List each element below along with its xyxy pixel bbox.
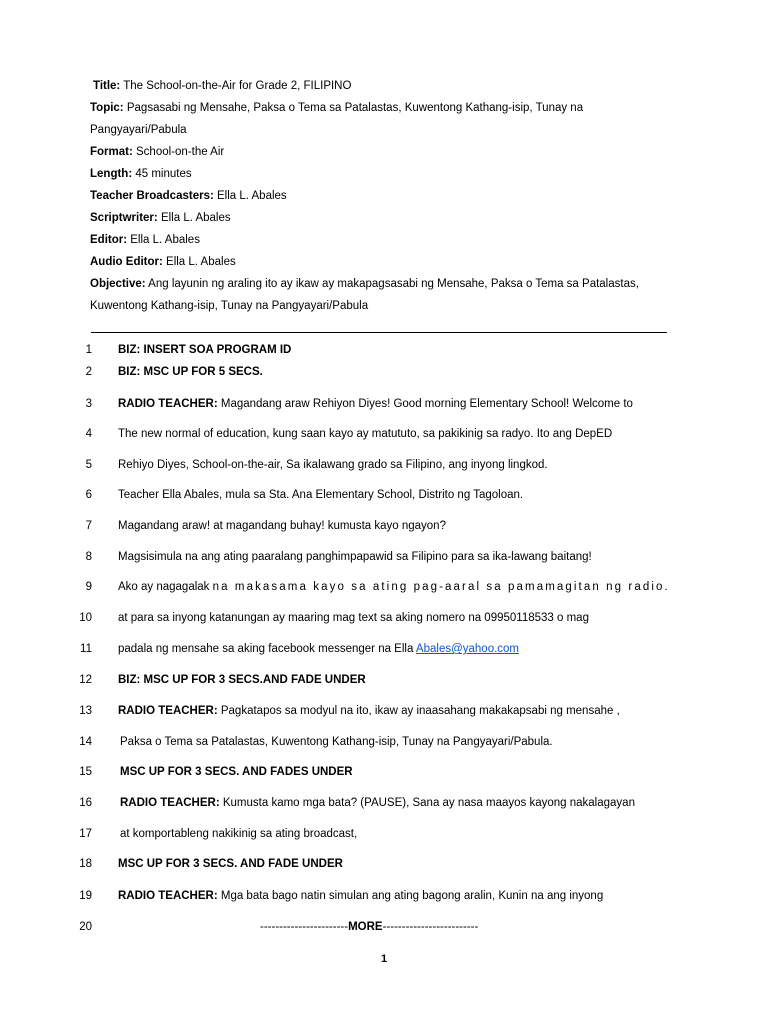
length-value: 45 minutes bbox=[132, 168, 192, 180]
line-number: 13 bbox=[79, 705, 92, 717]
broadcasters-label: Teacher Broadcasters: bbox=[90, 190, 214, 202]
script-line bbox=[72, 515, 712, 537]
line-number: 15 bbox=[79, 766, 92, 778]
objective-value: Ang layunin ng araling ito ay ikaw ay makapagsasabi ng Mensahe, Paksa o Tema sa Patalastas, bbox=[145, 278, 639, 290]
more-label: MORE bbox=[348, 921, 383, 933]
line-text: MSC UP FOR 3 SECS. AND FADES UNDER bbox=[120, 766, 353, 778]
line-number: 7 bbox=[85, 520, 92, 532]
line-number: 10 bbox=[79, 612, 92, 624]
objective-value-continued: Kuwentong Kathang-isip, Tunay na Pangyayari/Pabula bbox=[90, 300, 369, 312]
header-format-row bbox=[90, 141, 710, 163]
script-line bbox=[72, 823, 712, 845]
line-number: 16 bbox=[79, 797, 92, 809]
line-text: Magandang araw Rehiyon Diyes! Good morning Elementary School! Welcome to bbox=[217, 398, 633, 410]
header-editor-row bbox=[90, 229, 710, 251]
editor-label: Editor: bbox=[90, 234, 128, 246]
line-number: 18 bbox=[79, 858, 92, 870]
topic-value-continued: Pangyayari/Pabula bbox=[90, 124, 187, 136]
line-number: 6 bbox=[85, 489, 92, 501]
speaker-label: RADIO TEACHER: bbox=[118, 705, 218, 717]
format-value: School-on-the Air bbox=[132, 146, 225, 158]
more-marker: -----------------------MORE------------------------- bbox=[260, 921, 479, 933]
script-line bbox=[72, 607, 712, 629]
audio-editor-value: Ella L. Abales bbox=[162, 256, 236, 268]
line-number: 4 bbox=[85, 428, 92, 440]
title-label: Title: bbox=[93, 80, 121, 92]
line-text: padala ng mensahe sa aking facebook messenger na Ella bbox=[118, 643, 416, 655]
line-text-spaced: na makasama kayo sa ating pag-aaral sa pamamagitan ng radio. bbox=[212, 581, 670, 593]
script-line bbox=[72, 916, 712, 938]
script-line bbox=[72, 423, 712, 445]
speaker-label: RADIO TEACHER: bbox=[118, 398, 218, 410]
line-text: Mga bata bago natin simulan ang ating bagong aralin, Kunin na ang inyong bbox=[217, 890, 604, 902]
line-text: Rehiyo Diyes, School-on-the-air, Sa ikalawang grado sa Filipino, ang inyong lingkod. bbox=[118, 459, 548, 471]
speaker-label: RADIO TEACHER: bbox=[120, 797, 220, 809]
header-divider bbox=[91, 332, 667, 333]
script-line bbox=[72, 546, 712, 568]
scriptwriter-value: Ella L. Abales bbox=[157, 212, 231, 224]
line-text: at komportableng nakikinig sa ating broadcast, bbox=[120, 828, 358, 840]
line-text: Kumusta kamo mga bata? (PAUSE), Sana ay nasa maayos kayong nakalagayan bbox=[219, 797, 635, 809]
line-text: Teacher Ella Abales, mula sa Sta. Ana Elementary School, Distrito ng Tagoloan. bbox=[118, 489, 524, 501]
line-number: 3 bbox=[85, 398, 92, 410]
line-number: 12 bbox=[79, 674, 92, 686]
line-text: MSC UP FOR 3 SECS. AND FADE UNDER bbox=[118, 858, 343, 870]
script-line bbox=[72, 393, 712, 415]
line-number: 19 bbox=[79, 890, 92, 902]
line-number: 9 bbox=[85, 581, 92, 593]
line-text: BIZ: INSERT SOA PROGRAM ID bbox=[118, 344, 292, 356]
line-number: 17 bbox=[79, 828, 92, 840]
line-number: 20 bbox=[79, 921, 92, 933]
script-line bbox=[72, 700, 712, 722]
line-text: The new normal of education, kung saan kayo ay matututo, sa pakikinig sa radyo. Ito ang DepED bbox=[118, 428, 613, 440]
email-link[interactable]: Abales@yahoo.com bbox=[415, 643, 520, 655]
script-line bbox=[72, 669, 712, 691]
script-line bbox=[72, 761, 712, 783]
script-line bbox=[72, 454, 712, 476]
line-number: 5 bbox=[85, 459, 92, 471]
script-line bbox=[72, 731, 712, 753]
format-label: Format: bbox=[90, 146, 133, 158]
topic-value: Pagsasabi ng Mensahe, Paksa o Tema sa Patalastas, Kuwentong Kathang-isip, Tunay na bbox=[123, 102, 584, 114]
header-objective-row-2 bbox=[90, 295, 710, 317]
header-audio-editor-row bbox=[90, 251, 710, 273]
line-number: 8 bbox=[85, 551, 92, 563]
line-text: Ako ay nagagalak bbox=[118, 581, 213, 593]
line-text: BIZ: MSC UP FOR 3 SECS.AND FADE UNDER bbox=[118, 674, 366, 686]
title-value: The School-on-the-Air for Grade 2, FILIPINO bbox=[120, 80, 352, 92]
speaker-label: RADIO TEACHER: bbox=[118, 890, 218, 902]
script-line bbox=[72, 638, 712, 660]
script-line bbox=[72, 339, 712, 361]
script-line bbox=[72, 484, 712, 506]
length-label: Length: bbox=[90, 168, 133, 180]
line-text: BIZ: MSC UP FOR 5 SECS. bbox=[118, 366, 263, 378]
broadcasters-value: Ella L. Abales bbox=[213, 190, 287, 202]
line-number: 14 bbox=[79, 736, 92, 748]
line-number: 2 bbox=[85, 366, 92, 378]
line-text: Paksa o Tema sa Patalastas, Kuwentong Kathang-isip, Tunay na Pangyayari/Pabula. bbox=[120, 736, 553, 748]
line-text: Magsisimula na ang ating paaralang panghimpapawid sa Filipino para sa ika-lawang baitang! bbox=[118, 551, 592, 563]
line-text: Magandang araw! at magandang buhay! kumusta kayo ngayon? bbox=[118, 520, 446, 532]
editor-value: Ella L. Abales bbox=[127, 234, 200, 246]
script-line bbox=[72, 885, 712, 907]
scriptwriter-label: Scriptwriter: bbox=[90, 212, 158, 224]
objective-label: Objective: bbox=[90, 278, 146, 290]
page-number: 1 bbox=[380, 953, 388, 965]
header-length-row bbox=[90, 163, 710, 185]
topic-label: Topic: bbox=[90, 102, 124, 114]
script-line bbox=[72, 576, 712, 598]
line-number: 1 bbox=[85, 344, 92, 356]
script-line bbox=[72, 853, 712, 875]
line-text: at para sa inyong katanungan ay maaring mag text sa aking nomero na 09950118533 o mag bbox=[118, 612, 589, 624]
header-broadcasters-row bbox=[90, 185, 710, 207]
script-line bbox=[72, 792, 712, 814]
header-topic-row-2 bbox=[90, 119, 710, 141]
header-title-row bbox=[93, 75, 713, 97]
header-scriptwriter-row bbox=[90, 207, 710, 229]
audio-editor-label: Audio Editor: bbox=[90, 256, 163, 268]
script-line bbox=[72, 361, 712, 383]
line-number: 11 bbox=[80, 643, 92, 655]
line-text: Pagkatapos sa modyul na ito, ikaw ay inaasahang makakapsabi ng mensahe , bbox=[217, 705, 620, 717]
header-objective-row bbox=[90, 273, 710, 295]
header-topic-row bbox=[90, 97, 710, 119]
